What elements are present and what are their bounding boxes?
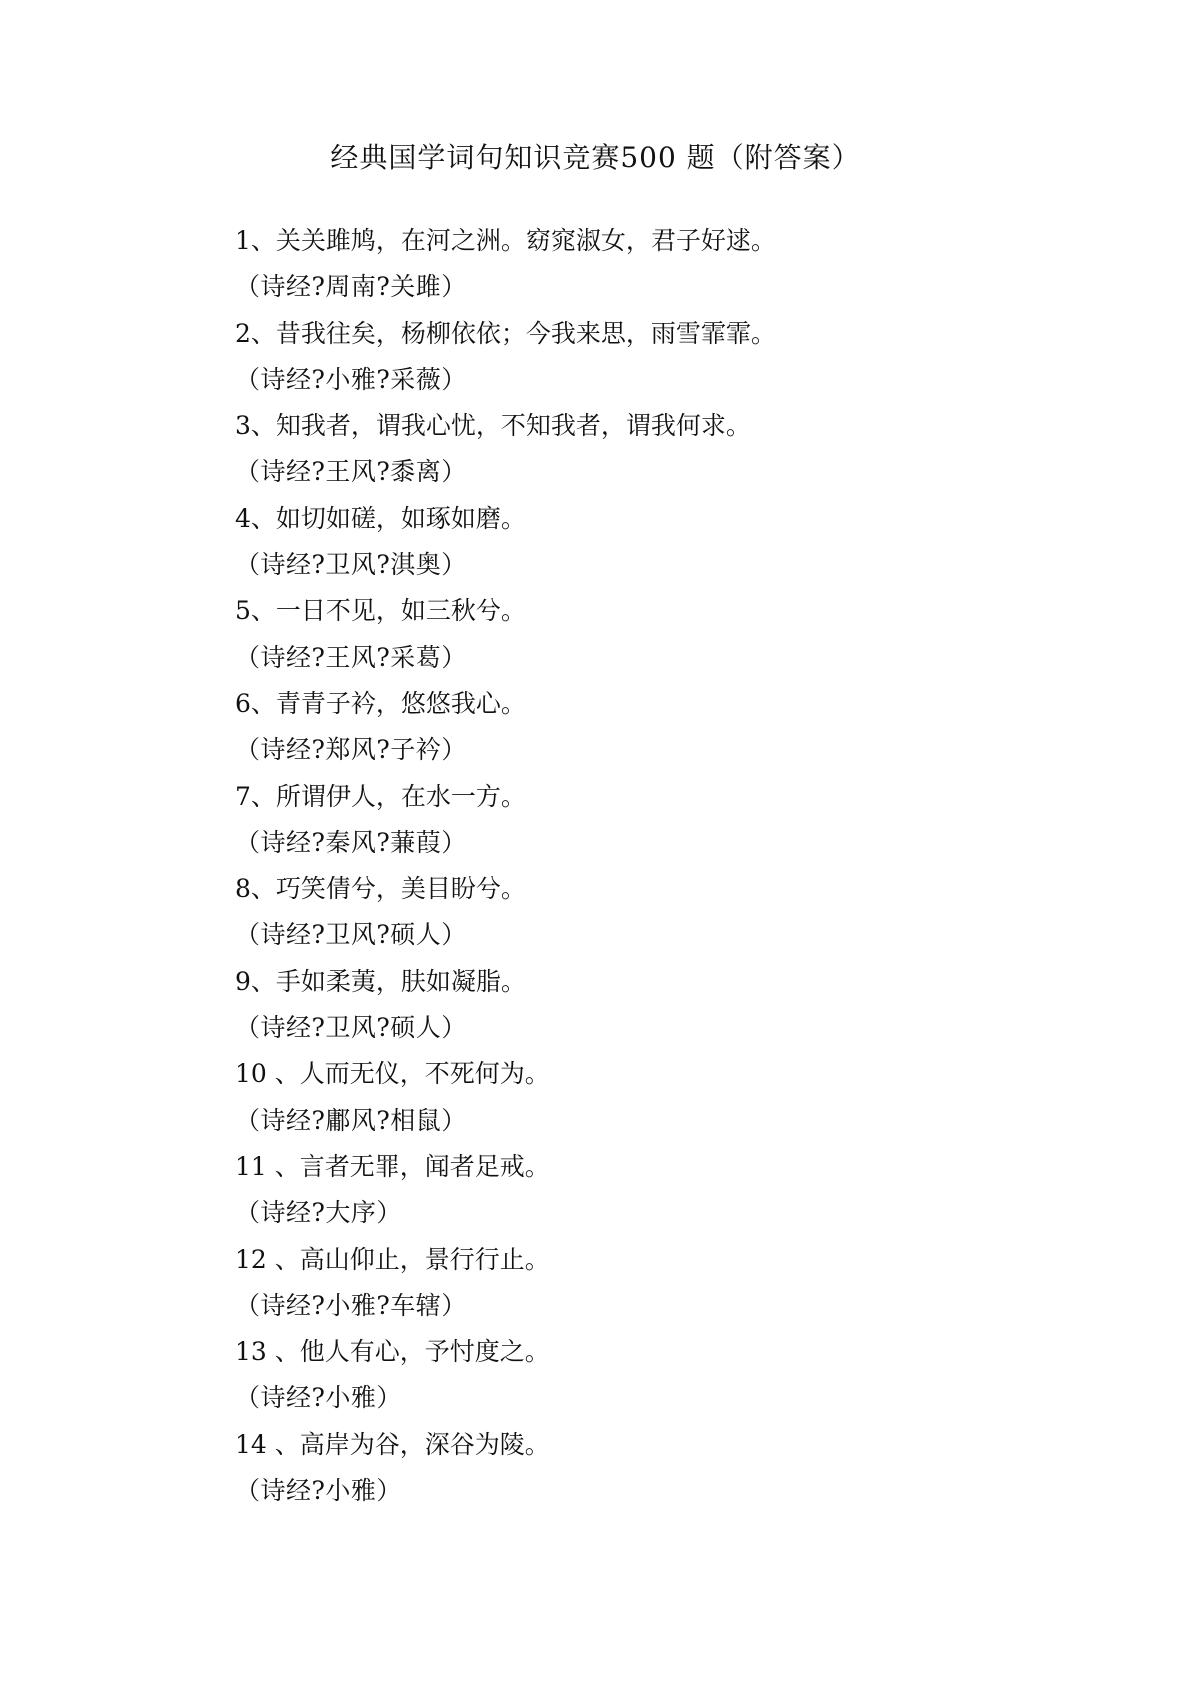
quote-source: （诗经?小雅） [235, 1476, 402, 1506]
quote-text: 8、巧笑倩兮，美目盼兮。 [235, 874, 526, 904]
quote-source: （诗经?王风?黍离） [235, 457, 467, 487]
document-title: 经典国学词句知识竞赛500 题（附答案） [330, 141, 861, 174]
quote-text: 5、一日不见，如三秋兮。 [235, 596, 526, 626]
quote-text: 11 、言者无罪，闻者足戒。 [235, 1151, 550, 1181]
quote-source: （诗经?鄘风?相鼠） [235, 1105, 467, 1135]
quote-source: （诗经?卫风?淇奥） [235, 550, 467, 580]
quote-text: 12 、高山仰止，景行行止。 [235, 1244, 550, 1274]
quote-source: （诗经?秦风?蒹葭） [235, 827, 467, 857]
quote-source: （诗经?大序） [235, 1198, 402, 1228]
quote-source: （诗经?小雅） [235, 1383, 402, 1413]
quote-source: （诗经?卫风?硕人） [235, 1013, 467, 1043]
quote-list [235, 218, 1135, 1514]
quote-source: （诗经?卫风?硕人） [235, 920, 467, 950]
quote-text: 13 、他人有心，予忖度之。 [235, 1337, 550, 1367]
quote-source: （诗经?小雅?采薇） [235, 364, 467, 394]
quote-source: （诗经?郑风?子衿） [235, 735, 467, 765]
quote-text: 3、知我者，谓我心忧，不知我者，谓我何求。 [235, 411, 751, 441]
quote-text: 1、关关雎鸠，在河之洲。窈窕淑女，君子好逑。 [235, 226, 776, 255]
quote-text: 7、所谓伊人，在水一方。 [235, 781, 526, 811]
quote-source: （诗经?周南?关雎） [235, 272, 467, 302]
quote-source: （诗经?小雅?车辖） [235, 1290, 467, 1320]
quote-text: 2、昔我往矣，杨柳依依；今我来思，雨雪霏霏。 [235, 318, 776, 348]
quote-text: 10 、人而无仪，不死何为。 [235, 1059, 550, 1089]
quote-text: 6、青青子衿，悠悠我心。 [235, 688, 526, 718]
quote-text: 9、手如柔荑，肤如凝脂。 [235, 966, 526, 996]
quote-source: （诗经?王风?采葛） [235, 642, 467, 672]
quote-text: 14 、高岸为谷，深谷为陵。 [235, 1429, 550, 1459]
quote-text: 4、如切如磋，如琢如磨。 [235, 503, 526, 533]
